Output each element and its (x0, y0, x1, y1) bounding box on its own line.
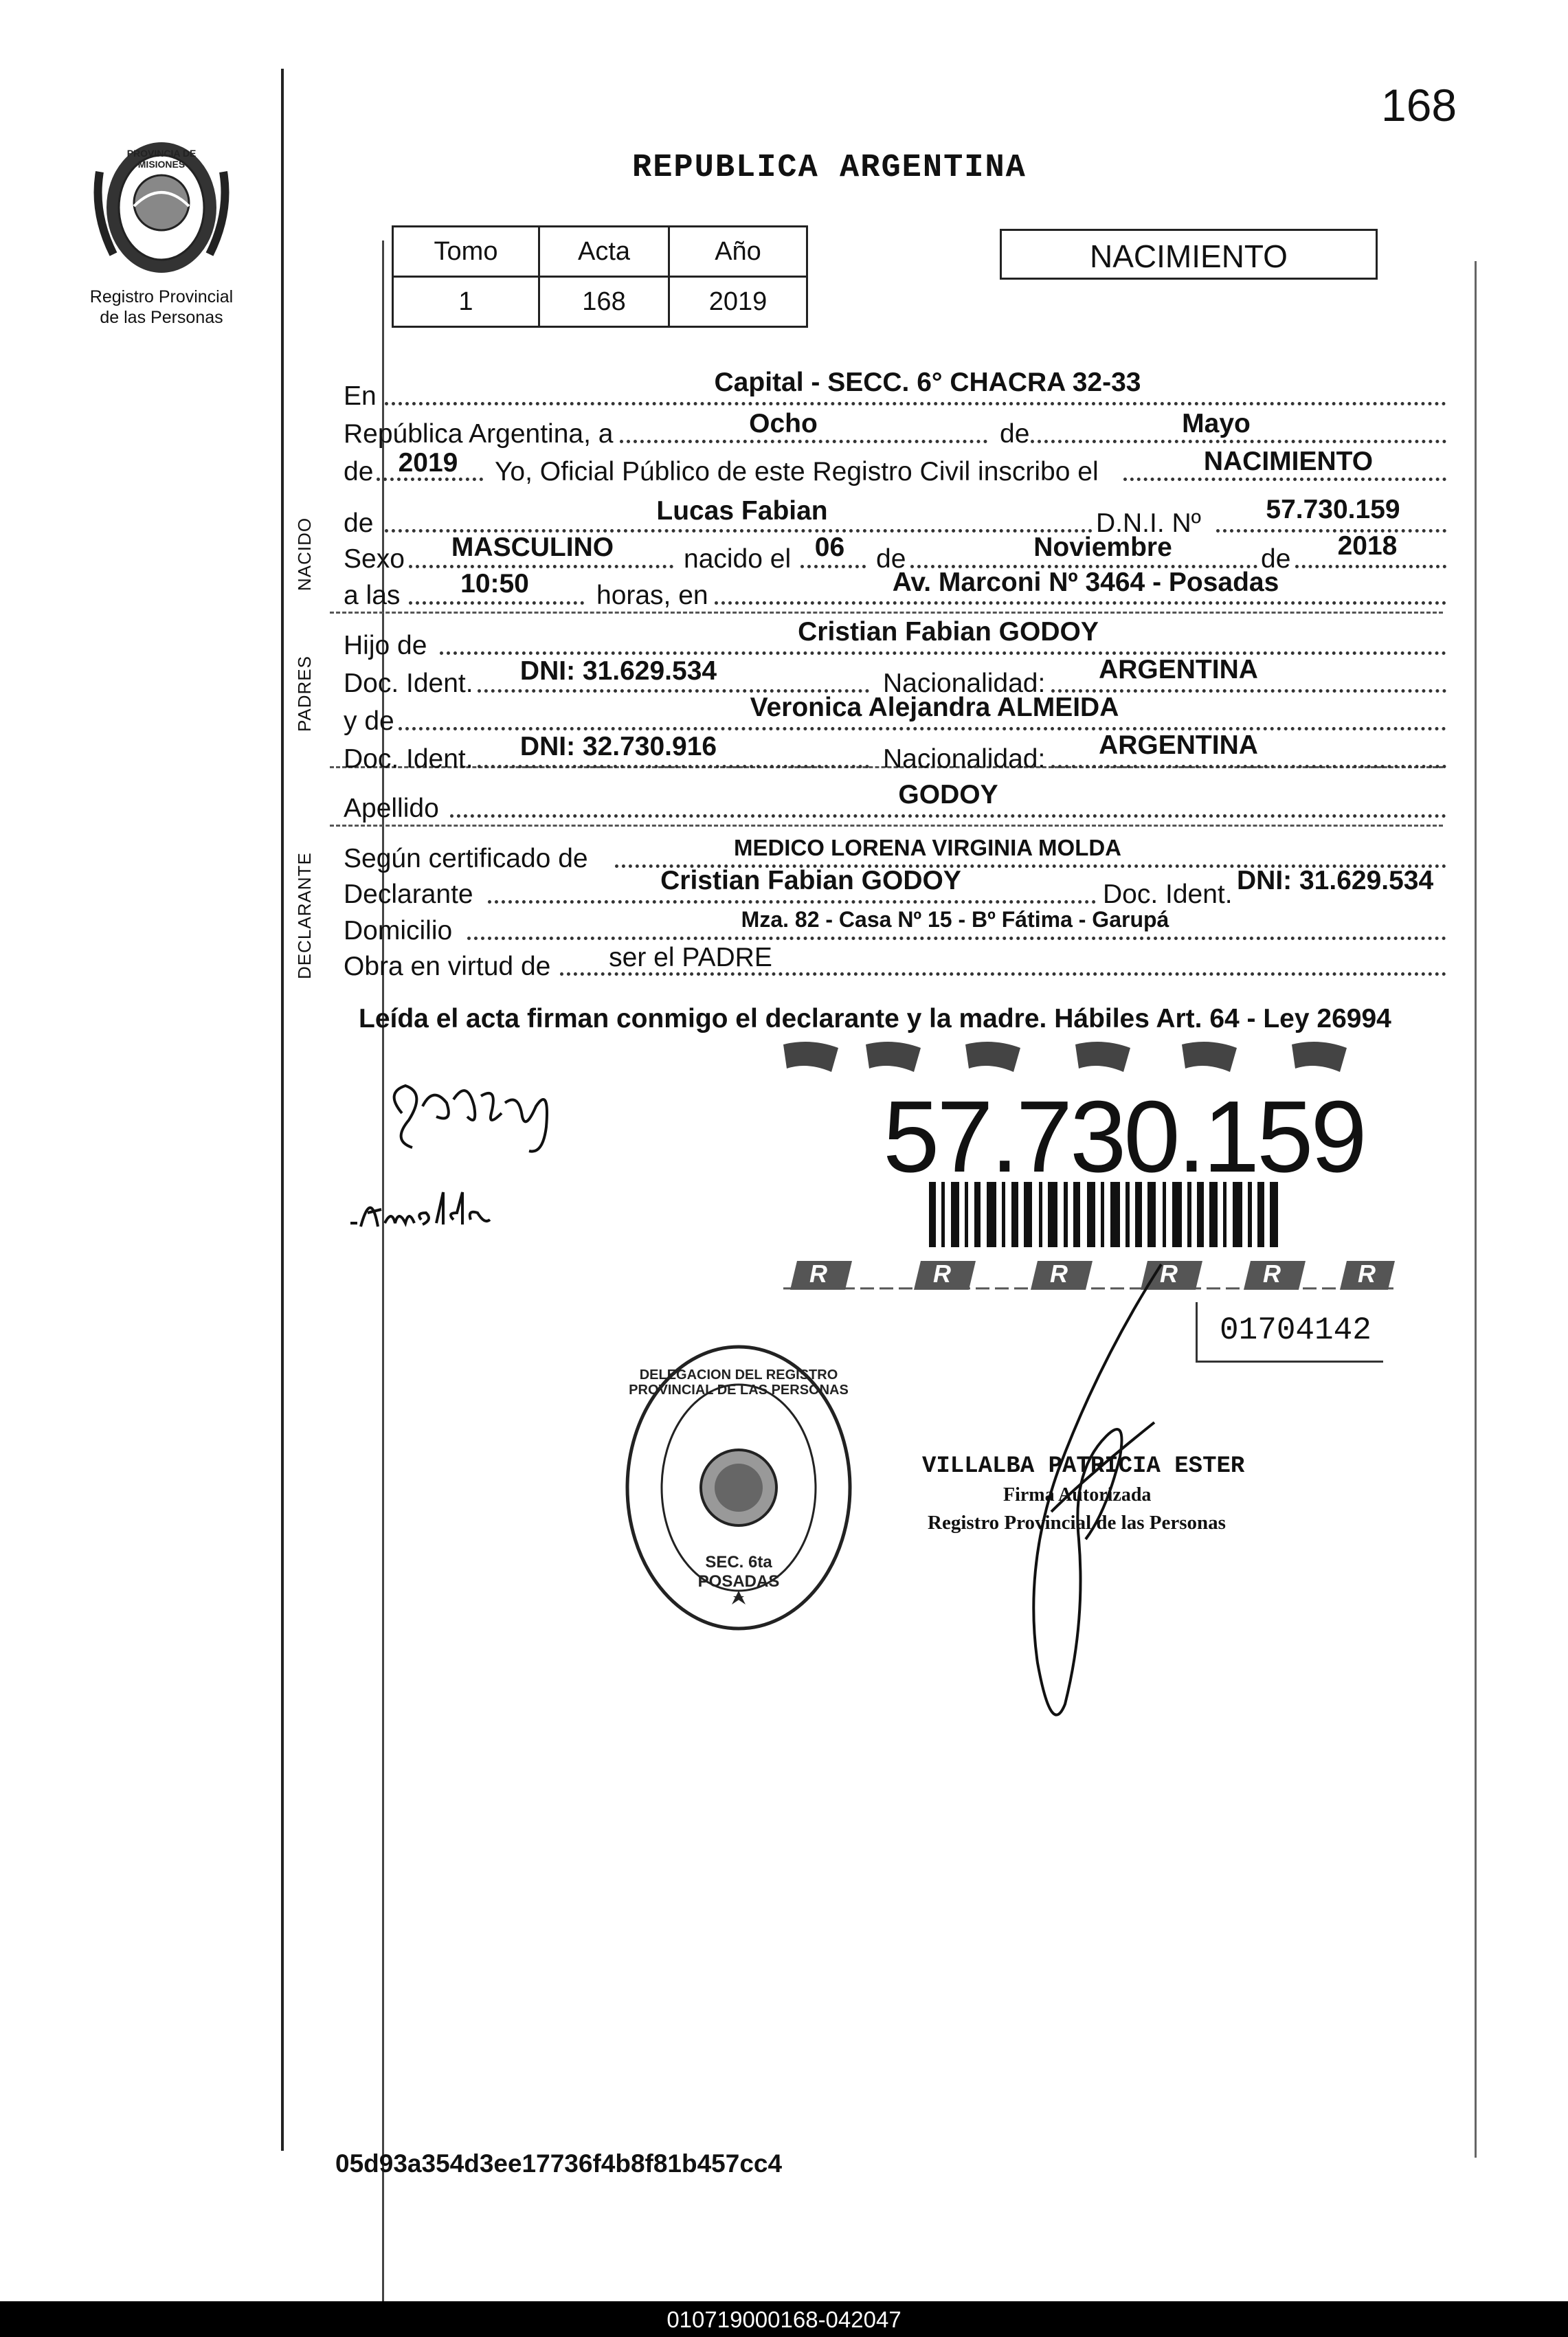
dots-madre-doc (478, 765, 869, 768)
label-en: En (344, 381, 377, 411)
value-madre-nac: ARGENTINA (1099, 730, 1258, 760)
sticker-mark-4: R (1160, 1260, 1178, 1288)
value-anio: 2019 (398, 448, 458, 478)
value-certificado: MEDICO LORENA VIRGINIA MOLDA (733, 835, 1122, 860)
official-signature (948, 1251, 1209, 1763)
side-label-declarante: DECLARANTE (294, 852, 315, 979)
mother-signature (340, 1182, 546, 1247)
value-hora: 10:50 (460, 569, 529, 599)
value-lugar: Capital - SECC. 6° CHACRA 32-33 (714, 368, 1141, 397)
sticker-number: 57.730.159 (883, 1080, 1365, 1194)
label-segun: Según certificado de (344, 844, 588, 873)
ref-header-anio: Año (669, 227, 807, 277)
label-apellido: Apellido (344, 794, 439, 823)
label-obra: Obra en virtud de (344, 952, 551, 981)
logo-caption-line2: de las Personas (100, 308, 223, 327)
document-hash: 05d93a354d3ee17736f4b8f81b457cc4 (335, 2149, 783, 2178)
separator-1 (330, 612, 1443, 614)
value-padre: Cristian Fabian GODOY (798, 617, 1099, 647)
dots-apellido (450, 814, 1446, 818)
side-label-padres: PADRES (294, 656, 315, 732)
dots-domicilio (467, 937, 1446, 940)
label-nacionalidad-padre: Nacionalidad: (883, 669, 1046, 698)
label-doc-ident-padre: Doc. Ident. (344, 669, 473, 698)
label-horas-en: horas, en (596, 581, 708, 610)
left-margin-rule (281, 69, 284, 2151)
ref-value-tomo: 1 (393, 277, 539, 327)
reference-table (392, 225, 808, 328)
sticker-mark-2: R (933, 1260, 951, 1288)
dots-en (385, 402, 1446, 405)
declarant-signature (371, 1065, 591, 1165)
closing-statement: Leída el acta firman conmigo el declarante y la madre. Hábiles Art. 64 - Ley 26994 (359, 1004, 1391, 1033)
value-tipo: NACIMIENTO (1203, 447, 1374, 476)
dots-lugar-nac (715, 601, 1446, 605)
value-dia: Ocho (749, 409, 818, 438)
dots-dia (620, 440, 987, 443)
value-nombre: Lucas Fabian (656, 496, 828, 526)
dots-declarante (488, 900, 1096, 904)
value-lugar-nac: Av. Marconi Nº 3464 - Posadas (892, 568, 1279, 597)
label-hijo-de: Hijo de (344, 631, 427, 660)
ref-value-acta: 168 (539, 277, 669, 327)
value-declarante-doc: DNI: 31.629.534 (1237, 866, 1434, 895)
value-padre-nac: ARGENTINA (1099, 655, 1258, 684)
label-de-nombre: de (344, 508, 374, 538)
label-nacido-el: nacido el (684, 544, 792, 574)
value-padre-doc: DNI: 31.629.534 (519, 656, 717, 686)
official-office: Registro Provincial de las Personas (928, 1512, 1226, 1534)
sticker-mark-6: R (1358, 1260, 1376, 1288)
dots-mes (1031, 440, 1446, 443)
sticker-mark-5: R (1263, 1260, 1281, 1288)
value-dni: 57.730.159 (1266, 495, 1400, 524)
logo-seal-text: PROVINCIA DE MISIONES (126, 148, 197, 170)
label-de-mes-nac: de (876, 544, 906, 574)
label-y-de: y de (344, 706, 394, 736)
ref-header-acta: Acta (539, 227, 669, 277)
ref-value-anio: 2019 (669, 277, 807, 327)
label-de-anio-nac: de (1261, 544, 1291, 574)
control-number-frame (1196, 1302, 1383, 1363)
side-label-nacido: NACIDO (294, 517, 315, 591)
dots-tipo (1123, 478, 1446, 481)
value-domicilio: Mza. 82 - Casa Nº 15 - Bº Fátima - Garupá (741, 907, 1169, 932)
value-madre: Veronica Alejandra ALMEIDA (750, 693, 1119, 722)
label-de-mes: de (1000, 419, 1030, 449)
value-madre-doc: DNI: 32.730.916 (519, 732, 717, 761)
official-title: Firma Autorizada (1003, 1484, 1152, 1506)
document-type-box: NACIMIENTO (1000, 229, 1378, 280)
label-nacionalidad-madre: Nacionalidad: (883, 744, 1046, 774)
document-title: REPUBLICA ARGENTINA (632, 150, 1027, 186)
label-dni: D.N.I. Nº (1096, 508, 1201, 538)
value-apellido: GODOY (898, 780, 998, 809)
label-doc-ident-declarante: Doc. Ident. (1103, 880, 1233, 909)
footer-bar (0, 2301, 1568, 2337)
right-margin-rule (1475, 261, 1477, 2158)
official-name: VILLALBA PATRICIA ESTER (922, 1453, 1245, 1479)
dots-sexo (409, 565, 673, 568)
label-a-las: a las (344, 581, 401, 610)
value-anio-nac: 2018 (1337, 531, 1398, 561)
value-sexo: MASCULINO (451, 533, 614, 562)
ref-header-tomo: Tomo (393, 227, 539, 277)
label-doc-ident-madre: Doc. Ident. (344, 744, 473, 774)
label-de-anio: de (344, 457, 374, 487)
sticker-mark-1: R (809, 1260, 827, 1288)
label-declarante: Declarante (344, 880, 473, 909)
value-dia-nac: 06 (814, 533, 845, 562)
value-obra: ser el PADRE (609, 943, 772, 972)
value-declarante: Cristian Fabian GODOY (660, 866, 961, 895)
control-number: 01704142 (1220, 1312, 1371, 1348)
dots-madre-nac (1051, 765, 1446, 768)
label-sexo: Sexo (344, 544, 405, 574)
footer-code: 010719000168-042047 (667, 2307, 901, 2332)
label-yo: Yo, Oficial Público de este Registro Civil inscribo el (495, 457, 1099, 487)
value-mes: Mayo (1182, 409, 1251, 438)
dots-hora (409, 601, 584, 605)
value-mes-nac: Noviembre (1033, 533, 1172, 562)
page-number: 168 (1381, 80, 1457, 131)
official-stamp (622, 1340, 855, 1635)
sticker-mark-3: R (1050, 1260, 1068, 1288)
label-domicilio: Domicilio (344, 916, 453, 946)
stamp-ring-text: DELEGACION DEL REGISTRO PROVINCIAL DE LAS PERSONAS (629, 1367, 849, 1398)
logo-caption-line1: Registro Provincial (89, 287, 234, 306)
label-republica: República Argentina, a (344, 419, 614, 449)
separator-3 (330, 825, 1443, 827)
stamp-inner-text: SEC. 6ta POSADAS (697, 1553, 780, 1591)
